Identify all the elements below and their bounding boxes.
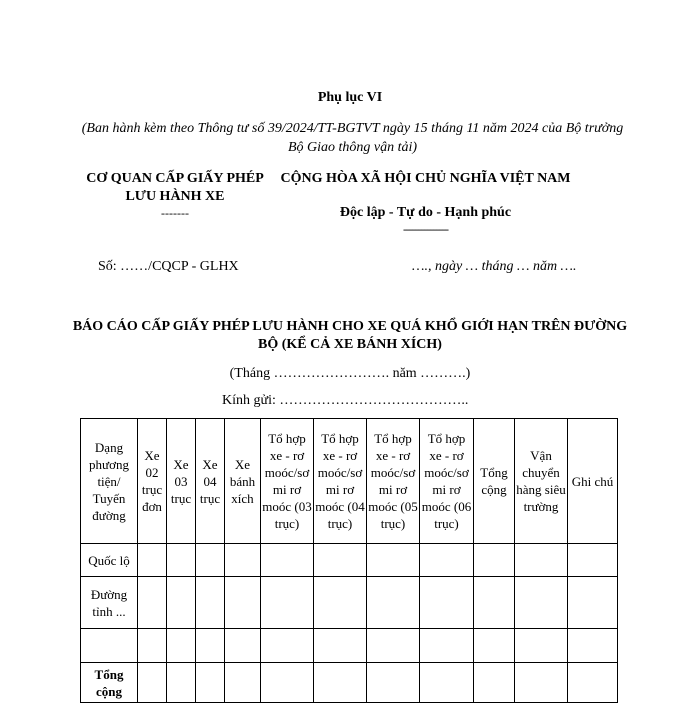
table-cell[interactable] [474,629,515,663]
table-cell[interactable] [314,663,367,703]
table-cell[interactable] [420,544,474,577]
table-header-row [81,419,618,544]
row-label-total: Tổng cộng [81,663,138,703]
table-cell[interactable] [568,544,618,577]
appendix-title: Phụ lục VI [317,90,383,105]
table-cell[interactable] [474,544,515,577]
header-combo-5-axle: Tổ hợp xe - rơ moóc/sơ mi rơ moóc (05 trục) [367,419,420,544]
table-cell[interactable] [367,577,420,629]
table-cell[interactable] [515,629,568,663]
table-cell[interactable] [138,577,167,629]
recipient-line: Kính gửi: ………………………………….. [222,393,469,408]
table-cell[interactable] [138,629,167,663]
table-cell[interactable] [515,577,568,629]
table-cell[interactable] [196,663,225,703]
table-cell[interactable] [196,577,225,629]
agency-name: CƠ QUAN CẤP GIẤY PHÉP LƯU HÀNH XE [86,171,264,204]
report-period: (Tháng ……………………. năm ……….) [229,366,471,381]
table-row [81,544,618,577]
table-cell[interactable] [225,577,261,629]
table-cell[interactable] [138,663,167,703]
header-tracked: Xe bánh xích [225,419,261,544]
table-cell[interactable] [568,577,618,629]
place-date: …., ngày … tháng … năm …. [412,259,577,274]
agency-divider: ------- [161,206,189,220]
table-cell[interactable] [314,629,367,663]
table-cell[interactable] [225,544,261,577]
header-total: Tổng cộng [474,419,515,544]
header-vehicle-route: Dạng phương tiện/ Tuyến đường [81,419,138,544]
table-row [81,629,618,663]
table-cell[interactable] [261,629,314,663]
table-cell[interactable] [167,663,196,703]
table-cell[interactable] [367,544,420,577]
table-cell[interactable] [420,629,474,663]
table-cell[interactable] [167,629,196,663]
table-cell[interactable] [420,663,474,703]
table-cell[interactable] [225,629,261,663]
table-cell[interactable] [420,577,474,629]
table-cell[interactable] [367,663,420,703]
republic-name: CỘNG HÒA XÃ HỘI CHỦ NGHĨA VIỆT NAM [280,171,571,186]
table-cell[interactable] [474,663,515,703]
table-cell[interactable] [261,663,314,703]
table-cell[interactable] [474,577,515,629]
table-row [81,577,618,629]
table-cell[interactable] [314,577,367,629]
table-row [81,663,618,703]
table-cell[interactable] [515,544,568,577]
table-cell[interactable] [261,544,314,577]
table-cell[interactable] [225,663,261,703]
issuance-note: (Ban hành kèm theo Thông tư số 39/2024/TT-BGTVT ngày 15 tháng 11 năm 2024 của Bộ trưởng Bộ Giao thông vận tải) [81,121,624,155]
table-cell[interactable] [515,663,568,703]
header-combo-3-axle: Tổ hợp xe - rơ moóc/sơ mi rơ moóc (03 trục) [261,419,314,544]
row-label: Quốc lộ [81,544,138,577]
table-cell[interactable] [196,544,225,577]
table-cell[interactable] [568,663,618,703]
row-label [81,629,138,663]
report-table [80,418,618,703]
header-combo-4-axle: Tổ hợp xe - rơ moóc/sơ mi rơ moóc (04 trục) [314,419,367,544]
header-combo-6-axle: Tổ hợp xe - rơ moóc/sơ mi rơ moóc (06 trục) [420,419,474,544]
row-label: Đường tỉnh ... [81,577,138,629]
table-cell[interactable] [138,544,167,577]
report-title: BÁO CÁO CẤP GIẤY PHÉP LƯU HÀNH CHO XE QUÁ KHỔ GIỚI HẠN TRÊN ĐƯỜNG BỘ (KỂ CẢ XE BÁNH XÍCH) [72,319,628,352]
table-cell[interactable] [167,544,196,577]
header-4-axle: Xe 04 trục [196,419,225,544]
table-cell[interactable] [568,629,618,663]
header-3-axle: Xe 03 trục [167,419,196,544]
table-cell[interactable] [314,544,367,577]
header-oversized-cargo: Vận chuyển hàng siêu trường [515,419,568,544]
table-cell[interactable] [167,577,196,629]
header-notes: Ghi chú [568,419,618,544]
national-motto: Độc lập - Tự do - Hạnh phúc [339,205,512,220]
table-cell[interactable] [367,629,420,663]
document-number: Số: ……/CQCP - GLHX [98,259,239,274]
table-cell[interactable] [196,629,225,663]
header-2-axle: Xe 02 trục đơn [138,419,167,544]
motto-divider: --------------- [403,222,448,236]
table-cell[interactable] [261,577,314,629]
